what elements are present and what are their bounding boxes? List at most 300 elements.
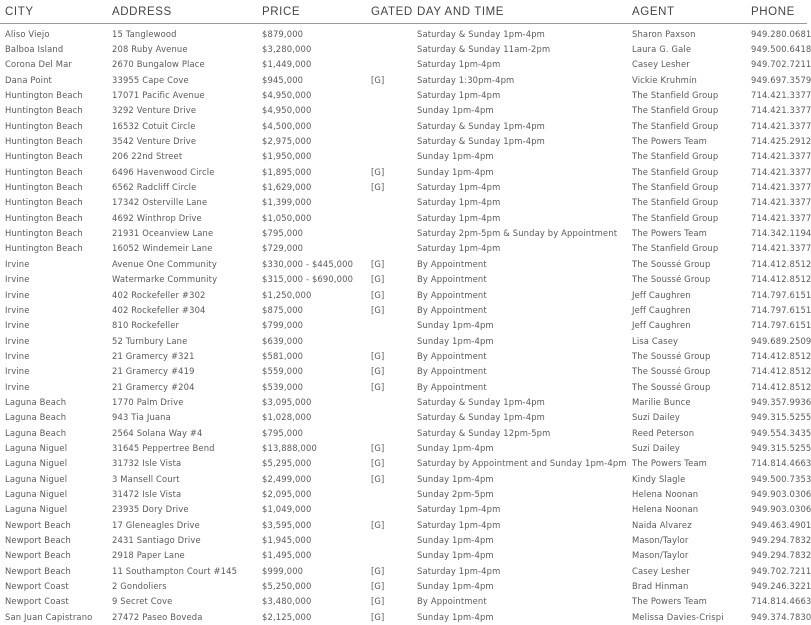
cell-phone: 949.280.0681: [751, 28, 811, 39]
cell-agent: The Stanfield Group: [632, 212, 719, 223]
cell-agent: Marilie Bunce: [632, 396, 691, 407]
cell-price: $5,250,000: [262, 581, 312, 592]
cell-gated: [369, 133, 417, 148]
cell-price: $3,595,000: [262, 519, 312, 530]
cell-address: 31732 Isle Vista: [112, 458, 182, 469]
table-row: [0, 256, 807, 271]
cell-price: $2,095,000: [262, 488, 312, 499]
cell-price: $1,049,000: [262, 504, 312, 515]
cell-city: Irvine: [5, 304, 30, 315]
cell-city: Irvine: [5, 381, 30, 392]
cell-price: $1,250,000: [262, 289, 312, 300]
cell-price: $1,050,000: [262, 212, 312, 223]
cell-address: 27472 Paseo Boveda: [112, 611, 203, 622]
cell-day-and-time: Saturday & Sunday 1pm-4pm: [417, 412, 545, 423]
table-row: [0, 103, 807, 118]
cell-day-and-time: Saturday 1pm-4pm: [417, 182, 501, 193]
cell-address: 52 Turnbury Lane: [112, 335, 188, 346]
cell-phone: 714.797.6151: [751, 320, 811, 331]
cell-agent: Kindy Slagle: [632, 473, 686, 484]
cell-phone: 714.421.3377: [751, 243, 811, 254]
cell-phone: 714.412.8512: [751, 350, 811, 361]
cell-agent: Laura G. Gale: [632, 44, 692, 55]
table-row: [0, 425, 807, 440]
table-row: [0, 318, 807, 333]
cell-address: 2670 Bungalow Place: [112, 59, 205, 70]
cell-day-and-time: Sunday 1pm-4pm: [417, 473, 494, 484]
cell-agent: The Soussé Group: [632, 366, 711, 377]
table-row: [0, 333, 807, 348]
cell-agent: The Stanfield Group: [632, 197, 719, 208]
cell-agent: The Soussé Group: [632, 381, 711, 392]
cell-day-and-time: By Appointment: [417, 289, 487, 300]
cell-agent: Vickie Kruhmin: [632, 74, 697, 85]
cell-gated: [369, 241, 417, 256]
cell-gated: [G]: [371, 519, 385, 530]
table-row: [0, 609, 807, 624]
cell-price: $539,000: [262, 381, 304, 392]
cell-address: 21 Gramercy #419: [112, 366, 195, 377]
cell-phone: 714.342.1194: [751, 228, 811, 239]
table-row: [0, 456, 807, 471]
cell-address: 17342 Osterville Lane: [112, 197, 208, 208]
cell-address: 17 Gleneagles Drive: [112, 519, 200, 530]
cell-gated: [369, 149, 417, 164]
cell-agent: The Stanfield Group: [632, 90, 719, 101]
cell-agent: Jeff Caughren: [632, 289, 691, 300]
cell-day-and-time: Saturday 1pm-4pm: [417, 504, 501, 515]
cell-address: 2431 Santiago Drive: [112, 535, 201, 546]
cell-price: $3,480,000: [262, 596, 312, 607]
cell-gated: [G]: [371, 258, 385, 269]
cell-phone: 714.421.3377: [751, 212, 811, 223]
cell-agent: Helena Noonan: [632, 488, 699, 499]
cell-city: Huntington Beach: [5, 166, 83, 177]
cell-address: 4692 Winthrop Drive: [112, 212, 202, 223]
table-row: [0, 24, 807, 42]
cell-day-and-time: Saturday 1pm-4pm: [417, 565, 501, 576]
cell-city: Laguna Niguel: [5, 488, 68, 499]
cell-phone: 949.500.6418: [751, 44, 811, 55]
cell-address: 2 Gondoliers: [112, 581, 167, 592]
cell-agent: Jeff Caughren: [632, 320, 691, 331]
cell-agent: Suzi Dailey: [632, 412, 681, 423]
cell-day-and-time: Sunday 1pm-4pm: [417, 550, 494, 561]
cell-phone: 714.421.3377: [751, 151, 811, 162]
cell-phone: 949.697.3579: [751, 74, 811, 85]
cell-day-and-time: Saturday & Sunday 1pm-4pm: [417, 120, 545, 131]
table-row: [0, 348, 807, 363]
cell-price: $799,000: [262, 320, 304, 331]
cell-city: Corona Del Mar: [5, 59, 72, 70]
cell-price: $1,629,000: [262, 182, 312, 193]
cell-address: 3292 Venture Drive: [112, 105, 197, 116]
cell-phone: 714.421.3377: [751, 166, 811, 177]
cell-agent: The Stanfield Group: [632, 243, 719, 254]
cell-price: $795,000: [262, 427, 304, 438]
cell-address: 31645 Peppertree Bend: [112, 442, 215, 453]
cell-agent: Sharon Paxson: [632, 28, 696, 39]
cell-gated: [G]: [371, 473, 385, 484]
cell-phone: 714.412.8512: [751, 366, 811, 377]
cell-address: 9 Secret Cove: [112, 596, 173, 607]
cell-city: Newport Coast: [5, 596, 69, 607]
cell-price: $1,495,000: [262, 550, 312, 561]
cell-city: Irvine: [5, 366, 30, 377]
cell-agent: The Powers Team: [632, 228, 707, 239]
table-body: [0, 24, 811, 625]
cell-phone: 714.421.3377: [751, 197, 811, 208]
cell-city: Huntington Beach: [5, 228, 83, 239]
cell-agent: Mason/Taylor: [632, 535, 689, 546]
cell-agent: Naida Alvarez: [632, 519, 692, 530]
cell-day-and-time: Sunday 1pm-4pm: [417, 581, 494, 592]
cell-address: Watermarke Community: [112, 274, 218, 285]
cell-city: San Juan Capistrano: [5, 611, 93, 622]
cell-phone: 949.294.7832: [751, 535, 811, 546]
cell-city: Laguna Beach: [5, 412, 67, 423]
cell-phone: 949.702.7211: [751, 565, 811, 576]
cell-gated: [G]: [371, 366, 385, 377]
table-row: [0, 578, 807, 593]
cell-address: 208 Ruby Avenue: [112, 44, 188, 55]
cell-phone: 949.463.4901: [751, 519, 811, 530]
cell-agent: Helena Noonan: [632, 504, 699, 515]
cell-agent: The Stanfield Group: [632, 120, 719, 131]
cell-gated: [G]: [371, 611, 385, 622]
cell-city: Aliso Viejo: [5, 28, 50, 39]
cell-price: $559,000: [262, 366, 304, 377]
cell-city: Huntington Beach: [5, 197, 83, 208]
cell-price: $4,500,000: [262, 120, 312, 131]
cell-gated: [369, 333, 417, 348]
cell-gated: [369, 410, 417, 425]
table-row: [0, 502, 807, 517]
cell-city: Huntington Beach: [5, 136, 83, 147]
cell-day-and-time: Saturday 2pm-5pm & Sunday by Appointment: [417, 228, 618, 239]
cell-day-and-time: By Appointment: [417, 274, 487, 285]
cell-address: 6496 Havenwood Circle: [112, 166, 215, 177]
cell-agent: The Stanfield Group: [632, 166, 719, 177]
cell-day-and-time: Sunday 1pm-4pm: [417, 105, 494, 116]
cell-gated: [369, 57, 417, 72]
cell-address: 3 Mansell Court: [112, 473, 180, 484]
cell-price: $1,950,000: [262, 151, 312, 162]
cell-agent: Brad Hinman: [632, 581, 689, 592]
cell-price: $879,000: [262, 28, 304, 39]
cell-city: Laguna Beach: [5, 427, 67, 438]
cell-phone: 714.412.8512: [751, 274, 811, 285]
table-row: [0, 471, 807, 486]
cell-gated: [369, 394, 417, 409]
cell-city: Laguna Niguel: [5, 442, 68, 453]
cell-city: Dana Point: [5, 74, 52, 85]
table-row: [0, 410, 807, 425]
cell-day-and-time: Sunday 1pm-4pm: [417, 320, 494, 331]
header-price: PRICE: [262, 0, 369, 24]
cell-city: Laguna Beach: [5, 396, 67, 407]
cell-address: 810 Rockefeller: [112, 320, 180, 331]
cell-agent: Jeff Caughren: [632, 304, 691, 315]
cell-day-and-time: Saturday 1:30pm-4pm: [417, 74, 515, 85]
table-row: [0, 133, 807, 148]
cell-gated: [369, 532, 417, 547]
cell-gated: [G]: [371, 596, 385, 607]
cell-address: 402 Rockefeller #302: [112, 289, 206, 300]
cell-gated: [369, 210, 417, 225]
cell-day-and-time: Saturday 1pm-4pm: [417, 519, 501, 530]
cell-phone: 949.357.9936: [751, 396, 811, 407]
cell-gated: [369, 425, 417, 440]
cell-day-and-time: Saturday 1pm-4pm: [417, 197, 501, 208]
cell-gated: [G]: [371, 274, 385, 285]
cell-address: 16532 Cotuit Circle: [112, 120, 196, 131]
cell-gated: [G]: [371, 565, 385, 576]
table-row: [0, 87, 807, 102]
cell-phone: 714.421.3377: [751, 90, 811, 101]
cell-city: Irvine: [5, 289, 30, 300]
cell-phone: 949.374.7830: [751, 611, 811, 622]
cell-price: $13,888,000: [262, 442, 317, 453]
cell-price: $2,499,000: [262, 473, 312, 484]
cell-price: $4,950,000: [262, 90, 312, 101]
cell-phone: 714.814.4663: [751, 596, 811, 607]
table-row: [0, 210, 807, 225]
cell-day-and-time: Saturday & Sunday 1pm-4pm: [417, 28, 545, 39]
table-row: [0, 287, 807, 302]
cell-phone: 949.554.3435: [751, 427, 811, 438]
cell-city: Huntington Beach: [5, 105, 83, 116]
cell-phone: 949.315.5255: [751, 442, 811, 453]
cell-city: Newport Coast: [5, 581, 69, 592]
cell-price: $875,000: [262, 304, 304, 315]
table-row: [0, 41, 807, 56]
cell-price: $1,449,000: [262, 59, 312, 70]
table-row: [0, 379, 807, 394]
cell-day-and-time: Saturday & Sunday 1pm-4pm: [417, 136, 545, 147]
cell-price: $3,095,000: [262, 396, 312, 407]
cell-address: 21 Gramercy #204: [112, 381, 195, 392]
cell-city: Huntington Beach: [5, 120, 83, 131]
cell-address: 17071 Pacific Avenue: [112, 90, 205, 101]
cell-day-and-time: Saturday & Sunday 11am-2pm: [417, 44, 551, 55]
cell-agent: The Stanfield Group: [632, 151, 719, 162]
cell-day-and-time: By Appointment: [417, 304, 487, 315]
cell-price: $2,125,000: [262, 611, 312, 622]
cell-address: 2918 Paper Lane: [112, 550, 185, 561]
cell-gated: [G]: [371, 304, 385, 315]
cell-gated: [369, 118, 417, 133]
cell-city: Balboa Island: [5, 44, 64, 55]
cell-address: 943 Tia Juana: [112, 412, 171, 423]
cell-phone: 714.797.6151: [751, 289, 811, 300]
cell-city: Huntington Beach: [5, 243, 83, 254]
cell-phone: 949.246.3221: [751, 581, 811, 592]
table-row: [0, 272, 807, 287]
cell-agent: The Soussé Group: [632, 350, 711, 361]
table-row: [0, 72, 807, 87]
header-day-and-time: DAY AND TIME: [417, 0, 632, 24]
cell-agent: Casey Lesher: [632, 59, 690, 70]
cell-gated: [G]: [371, 581, 385, 592]
cell-day-and-time: Saturday 1pm-4pm: [417, 90, 501, 101]
cell-price: $1,399,000: [262, 197, 312, 208]
cell-price: $945,000: [262, 74, 304, 85]
cell-phone: 714.421.3377: [751, 105, 811, 116]
cell-day-and-time: Saturday 1pm-4pm: [417, 243, 501, 254]
cell-gated: [G]: [371, 458, 385, 469]
cell-city: Huntington Beach: [5, 151, 83, 162]
cell-agent: Reed Peterson: [632, 427, 695, 438]
cell-address: 11 Southampton Court #145: [112, 565, 238, 576]
table-row: [0, 302, 807, 317]
cell-phone: 714.797.6151: [751, 304, 811, 315]
cell-day-and-time: Sunday 1pm-4pm: [417, 166, 494, 177]
cell-day-and-time: Sunday 1pm-4pm: [417, 151, 494, 162]
table-row: [0, 594, 807, 609]
cell-city: Laguna Niguel: [5, 458, 68, 469]
cell-agent: The Powers Team: [632, 596, 707, 607]
table-row: [0, 440, 807, 455]
cell-agent: Suzi Dailey: [632, 442, 681, 453]
cell-phone: 714.412.8512: [751, 258, 811, 269]
cell-gated: [G]: [371, 350, 385, 361]
cell-address: 16052 Windemeir Lane: [112, 243, 213, 254]
cell-day-and-time: Sunday 1pm-4pm: [417, 535, 494, 546]
table-row: [0, 149, 807, 164]
cell-phone: 949.689.2509: [751, 335, 811, 346]
cell-agent: The Stanfield Group: [632, 182, 719, 193]
cell-agent: The Soussé Group: [632, 274, 711, 285]
cell-phone: 714.421.3377: [751, 120, 811, 131]
cell-address: 15 Tanglewood: [112, 28, 177, 39]
table-row: [0, 486, 807, 501]
cell-day-and-time: Sunday 1pm-4pm: [417, 335, 494, 346]
table-row: [0, 563, 807, 578]
cell-phone: 714.412.8512: [751, 381, 811, 392]
header-phone: PHONE: [751, 0, 807, 24]
cell-day-and-time: Sunday 2pm-5pm: [417, 488, 494, 499]
cell-price: $2,975,000: [262, 136, 312, 147]
cell-address: Avenue One Community: [112, 258, 217, 269]
cell-gated: [G]: [371, 74, 385, 85]
cell-address: 402 Rockefeller #304: [112, 304, 206, 315]
cell-phone: 949.500.7353: [751, 473, 811, 484]
table-row: [0, 364, 807, 379]
cell-gated: [369, 24, 417, 42]
cell-day-and-time: Sunday 1pm-4pm: [417, 442, 494, 453]
cell-price: $3,280,000: [262, 44, 312, 55]
table-row: [0, 241, 807, 256]
cell-city: Irvine: [5, 320, 30, 331]
cell-day-and-time: By Appointment: [417, 596, 487, 607]
cell-city: Irvine: [5, 258, 30, 269]
cell-address: 2564 Solana Way #4: [112, 427, 203, 438]
cell-day-and-time: Saturday by Appointment and Sunday 1pm-4pm: [417, 458, 627, 469]
cell-price: $1,945,000: [262, 535, 312, 546]
cell-address: 21 Gramercy #321: [112, 350, 195, 361]
cell-gated: [369, 87, 417, 102]
cell-gated: [369, 103, 417, 118]
cell-gated: [G]: [371, 289, 385, 300]
table-header-row: [0, 0, 807, 24]
cell-day-and-time: By Appointment: [417, 381, 487, 392]
table-row: [0, 118, 807, 133]
table-row: [0, 394, 807, 409]
cell-day-and-time: Saturday 1pm-4pm: [417, 212, 501, 223]
cell-address: 23935 Dory Drive: [112, 504, 189, 515]
cell-gated: [369, 41, 417, 56]
cell-address: 31472 Isle Vista: [112, 488, 182, 499]
cell-gated: [369, 195, 417, 210]
cell-day-and-time: By Appointment: [417, 258, 487, 269]
cell-price: $5,295,000: [262, 458, 312, 469]
cell-address: 33955 Cape Cove: [112, 74, 189, 85]
cell-day-and-time: Saturday 1pm-4pm: [417, 59, 501, 70]
cell-agent: The Powers Team: [632, 136, 707, 147]
cell-price: $315,000 - $690,000: [262, 274, 354, 285]
table-row: [0, 195, 807, 210]
cell-city: Newport Beach: [5, 535, 71, 546]
cell-gated: [369, 486, 417, 501]
cell-agent: Melissa Davies-Crispi: [632, 611, 724, 622]
cell-day-and-time: By Appointment: [417, 350, 487, 361]
header-address: ADDRESS: [112, 0, 262, 24]
table-row: [0, 225, 807, 240]
cell-city: Newport Beach: [5, 565, 71, 576]
table-row: [0, 57, 807, 72]
cell-price: $4,950,000: [262, 105, 312, 116]
cell-day-and-time: Sunday 1pm-4pm: [417, 611, 494, 622]
cell-city: Laguna Niguel: [5, 473, 68, 484]
cell-city: Irvine: [5, 274, 30, 285]
cell-agent: Lisa Casey: [632, 335, 679, 346]
cell-phone: 949.315.5255: [751, 412, 811, 423]
cell-phone: 714.425.2912: [751, 136, 811, 147]
header-gated: GATED: [369, 0, 417, 24]
cell-city: Huntington Beach: [5, 90, 83, 101]
cell-agent: The Soussé Group: [632, 258, 711, 269]
cell-address: 21931 Oceanview Lane: [112, 228, 214, 239]
cell-address: 3542 Venture Drive: [112, 136, 197, 147]
cell-gated: [369, 225, 417, 240]
cell-city: Laguna Niguel: [5, 504, 68, 515]
cell-gated: [G]: [371, 381, 385, 392]
cell-price: $795,000: [262, 228, 304, 239]
cell-agent: The Powers Team: [632, 458, 707, 469]
cell-city: Huntington Beach: [5, 182, 83, 193]
cell-price: $639,000: [262, 335, 304, 346]
cell-gated: [G]: [371, 182, 385, 193]
cell-gated: [369, 548, 417, 563]
table-row: [0, 548, 807, 563]
cell-agent: The Stanfield Group: [632, 105, 719, 116]
cell-phone: 949.903.0306: [751, 488, 811, 499]
cell-address: 206 22nd Street: [112, 151, 183, 162]
table-row: [0, 164, 807, 179]
header-agent: AGENT: [632, 0, 751, 24]
cell-day-and-time: Saturday & Sunday 12pm-5pm: [417, 427, 551, 438]
table-row: [0, 179, 807, 194]
cell-address: 6562 Radcliff Circle: [112, 182, 197, 193]
cell-price: $999,000: [262, 565, 304, 576]
cell-city: Newport Beach: [5, 550, 71, 561]
cell-phone: 714.814.4663: [751, 458, 811, 469]
cell-price: $581,000: [262, 350, 304, 361]
cell-agent: Casey Lesher: [632, 565, 690, 576]
cell-day-and-time: By Appointment: [417, 366, 487, 377]
cell-phone: 714.421.3377: [751, 182, 811, 193]
